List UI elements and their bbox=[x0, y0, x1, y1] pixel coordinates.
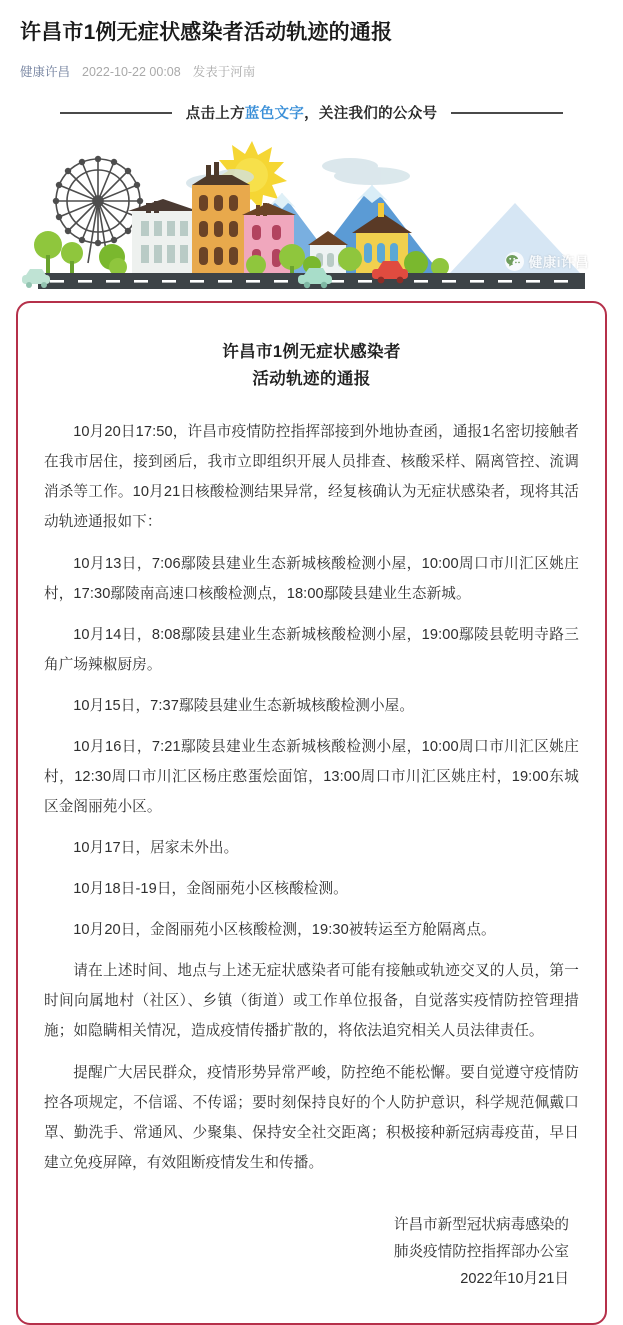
signature-org-line-2: 肺炎疫情防控指挥部办公室 bbox=[393, 1244, 569, 1260]
promo-prefix: 点击上方 bbox=[185, 106, 245, 122]
notice-paragraph: 请在上述时间、地点与上述无症状感染者可能有接触或轨迹交叉的人员，第一时间向属地村（社区）、乡镇（街道）或工作单位报备，自觉落实疫情防控管理措施；如隐瞒相关情况，造成疫情传播扩散的，将依法追究相关人员法律责任。 bbox=[44, 963, 579, 1039]
notice-title-line-1: 许昌市1例无症状感染者 bbox=[222, 343, 401, 361]
notice-paragraph: 10月18日-19日，金阁丽苑小区核酸检测。 bbox=[73, 881, 348, 897]
account-name[interactable]: 健康许昌 bbox=[20, 65, 71, 79]
notice-paragraph: 10月13日，7:06鄢陵县建业生态新城核酸检测小屋，10:00周口市川汇区姚庄村，17:30鄢陵南高速口核酸检测点，18:00鄢陵县建业生态新城。 bbox=[44, 556, 579, 602]
publish-location: 发表于河南 bbox=[192, 65, 256, 79]
notice-signature bbox=[44, 1212, 579, 1293]
signature-date: 2022年10月21日 bbox=[460, 1271, 569, 1287]
divider-left bbox=[60, 112, 172, 114]
article-meta bbox=[20, 64, 603, 80]
notice-paragraph: 提醒广大居民群众，疫情形势异常严峻，防控绝不能松懈。要自觉遵守疫情防控各项规定，不信谣、不传谣；要时刻保持良好的个人防护意识，科学规范佩戴口罩、勤洗手、常通风、少聚集、保持安全社交距离；积极接种新冠病毒疫苗，早日建立免疫屏障，有效阻断疫情发生和传播。 bbox=[44, 1065, 579, 1171]
article-header bbox=[0, 0, 623, 80]
notice-title-line-2: 活动轨迹的通报 bbox=[252, 370, 371, 388]
notice-paragraph: 10月15日，7:37鄢陵县建业生态新城核酸检测小屋。 bbox=[73, 698, 415, 714]
notice-paragraph: 10月20日17:50，许昌市疫情防控指挥部接到外地协查函，通报1名密切接触者在我市居住，接到函后，我市立即组织开展人员排查、核酸采样、隔离管控、流调消杀等工作。10月21日核酸检测结果异常，经复核确认为无症状感染者，现将其活动轨迹通报如下： bbox=[44, 424, 579, 530]
promo-highlight[interactable]: 蓝色文字 bbox=[244, 106, 305, 122]
notice-paragraph: 10月14日，8:08鄢陵县建业生态新城核酸检测小屋，19:00鄢陵县乾明寺路三角广场辣椒厨房。 bbox=[44, 627, 579, 673]
signature-org-line-1: 许昌市新型冠状病毒感染的 bbox=[393, 1217, 569, 1233]
wechat-icon bbox=[505, 252, 524, 271]
follow-promo-row bbox=[0, 94, 623, 127]
page-title: 许昌市1例无症状感染者活动轨迹的通报 bbox=[20, 21, 393, 44]
building-white bbox=[128, 199, 198, 273]
publish-datetime: 2022-10-22 00:08 bbox=[82, 65, 181, 79]
notice-paragraph: 10月17日，居家未外出。 bbox=[73, 840, 239, 856]
wechat-watermark bbox=[505, 251, 589, 271]
city-illustration-banner bbox=[20, 133, 603, 293]
follow-promo-text bbox=[186, 102, 438, 123]
notice-paragraph: 10月16日，7:21鄢陵县建业生态新城核酸检测小屋，10:00周口市川汇区姚庄村，12:30周口市川汇区杨庄憨蛋烩面馆，13:00周口市川汇区姚庄村，19:00东城区金阁丽苑小区。 bbox=[44, 739, 579, 815]
promo-suffix: ，关注我们的公众号 bbox=[304, 106, 438, 122]
watermark-label: 健康i许昌 bbox=[528, 255, 589, 270]
notice-title bbox=[44, 339, 579, 393]
divider-right bbox=[451, 112, 563, 114]
official-notice-box bbox=[16, 301, 607, 1325]
notice-paragraph: 10月20日，金阁丽苑小区核酸检测，19:30被转运至方舱隔离点。 bbox=[73, 922, 496, 938]
